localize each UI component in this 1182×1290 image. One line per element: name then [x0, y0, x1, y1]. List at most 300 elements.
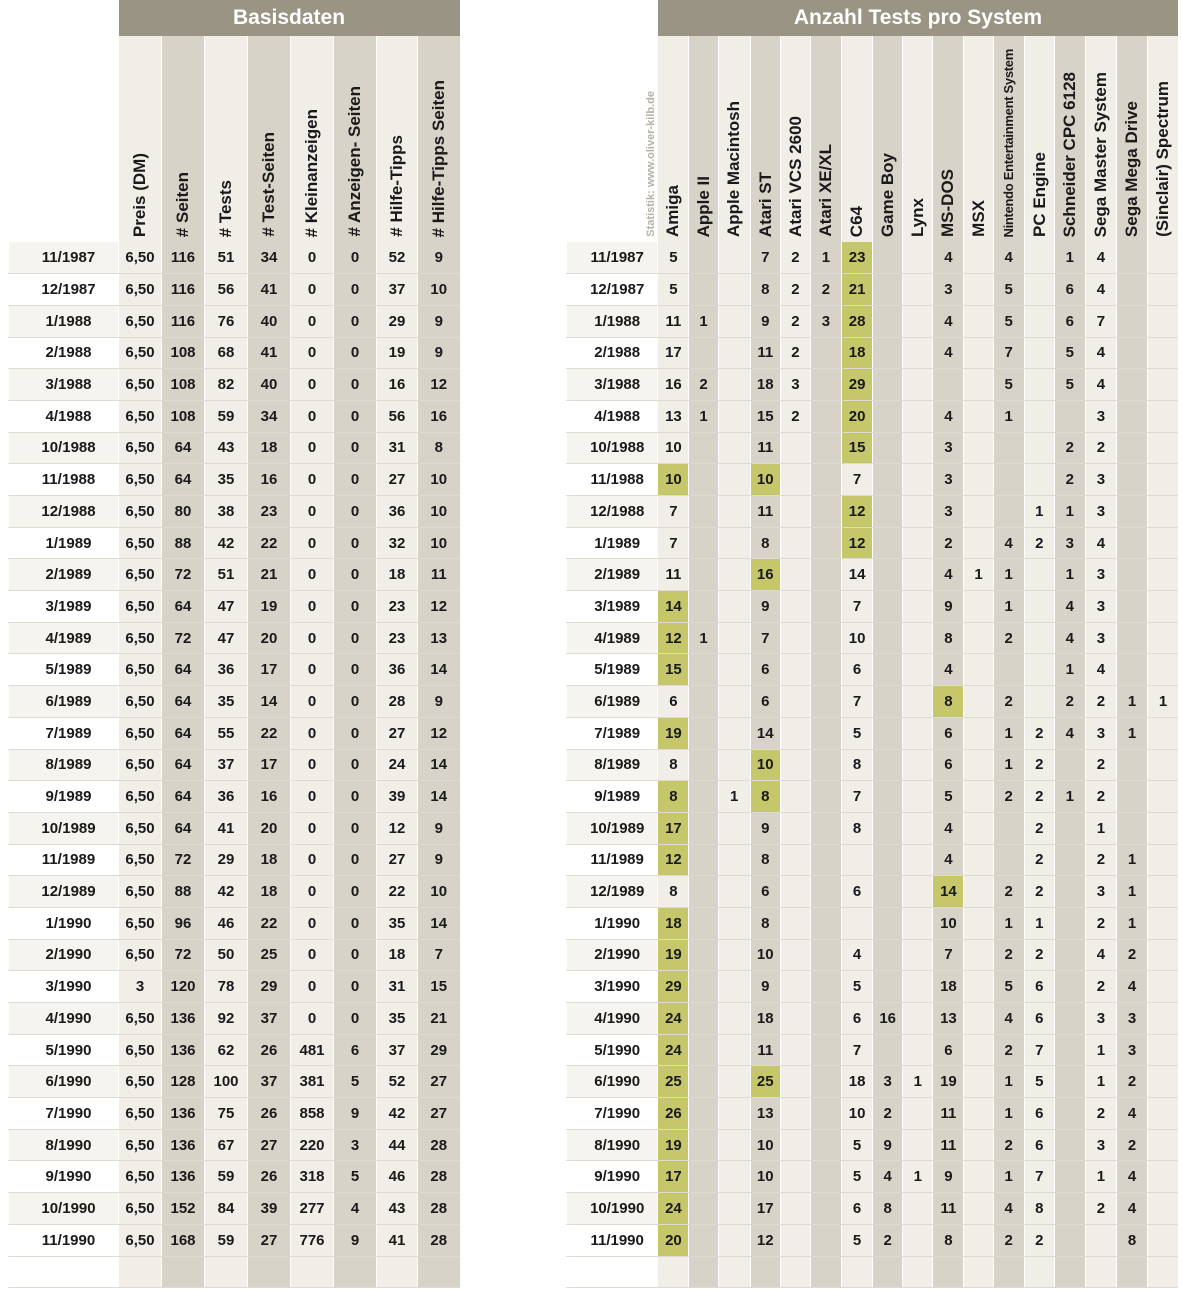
table-cell: [1148, 559, 1178, 591]
table-cell: 0: [334, 971, 377, 1003]
table-cell: 29: [205, 844, 248, 876]
system-col-header-atari-st: Atari ST: [750, 36, 780, 242]
table-cell: [1054, 400, 1085, 432]
table-cell: 19: [377, 337, 418, 369]
table-cell: [718, 654, 750, 686]
table-cell: [903, 464, 933, 496]
table-cell: [873, 242, 903, 274]
table-cell: [1148, 907, 1178, 939]
table-cell: 4: [933, 242, 964, 274]
table-cell: 6,50: [119, 1224, 162, 1256]
table-cell: 34: [248, 242, 291, 274]
table-row: [9, 622, 460, 654]
table-cell: 47: [205, 622, 248, 654]
row-date: 3/1990: [567, 971, 658, 1003]
table-cell: 6,50: [119, 527, 162, 559]
table-cell: 2: [780, 337, 810, 369]
table-cell: 6,50: [119, 496, 162, 528]
highlighted-cell: 21: [842, 274, 873, 306]
table-cell: [1054, 749, 1085, 781]
table-cell: [873, 844, 903, 876]
table-cell: 0: [334, 305, 377, 337]
table-cell: 2: [993, 781, 1024, 813]
table-cell: 6,50: [119, 591, 162, 623]
table-cell: [1024, 305, 1054, 337]
table-cell: [810, 1034, 841, 1066]
highlighted-cell: 18: [658, 907, 689, 939]
row-date: 3/1989: [9, 591, 119, 623]
table-cell: 0: [291, 527, 334, 559]
table-cell: 0: [334, 527, 377, 559]
table-cell: [1148, 781, 1178, 813]
table-cell: 56: [377, 400, 418, 432]
highlighted-cell: 15: [842, 432, 873, 464]
table-cell: 4: [933, 559, 964, 591]
table-cell: [718, 971, 750, 1003]
table-cell: 20: [248, 812, 291, 844]
row-date: 11/1989: [9, 844, 119, 876]
table-cell: 11: [418, 559, 460, 591]
table-cell: 4: [993, 1193, 1024, 1225]
table-cell: 10: [750, 1129, 780, 1161]
table-cell: [842, 907, 873, 939]
table-cell: [1148, 1066, 1178, 1098]
table-cell: 9: [750, 971, 780, 1003]
table-cell: 858: [291, 1098, 334, 1130]
table-cell: [993, 654, 1024, 686]
table-cell: 44: [377, 1129, 418, 1161]
highlighted-cell: 15: [658, 654, 689, 686]
table-cell: 35: [377, 907, 418, 939]
table-cell: [1054, 876, 1085, 908]
table-cell: [903, 559, 933, 591]
table-cell: 37: [248, 1003, 291, 1035]
table-cell: 4: [1085, 242, 1116, 274]
table-cell: 5: [334, 1066, 377, 1098]
table-cell: 2: [1085, 781, 1116, 813]
table-cell: 26: [248, 1098, 291, 1130]
table-cell: [718, 559, 750, 591]
system-col-header-c64: C64: [842, 36, 873, 242]
row-date: 2/1988: [9, 337, 119, 369]
table-cell: 75: [205, 1098, 248, 1130]
table-cell: 3: [1085, 717, 1116, 749]
system-col-header-ms-dos: MS-DOS: [933, 36, 964, 242]
table-cell: 0: [334, 654, 377, 686]
left-col-header-hilfe-tipps-seiten: # Hilfe-Tipps Seiten: [418, 36, 460, 242]
table-cell: 6: [933, 1034, 964, 1066]
table-cell: 128: [162, 1066, 205, 1098]
table-cell: 6,50: [119, 432, 162, 464]
table-row: [567, 527, 1179, 559]
table-cell: 35: [205, 686, 248, 718]
table-cell: 64: [162, 464, 205, 496]
table-cell: [1148, 1161, 1178, 1193]
table-cell: 4: [1117, 1161, 1148, 1193]
table-cell: [1148, 369, 1178, 401]
row-date: 5/1989: [567, 654, 658, 686]
table-cell: 64: [162, 591, 205, 623]
table-cell: [718, 432, 750, 464]
table-cell: [780, 591, 810, 623]
table-cell: 72: [162, 622, 205, 654]
table-cell: 3: [1085, 1129, 1116, 1161]
table-cell: 1: [964, 559, 993, 591]
table-cell: 55: [205, 717, 248, 749]
table-cell: [718, 337, 750, 369]
table-cell: 1: [1054, 559, 1085, 591]
table-cell: [780, 527, 810, 559]
table-cell: [993, 464, 1024, 496]
row-date: 7/1990: [9, 1098, 119, 1130]
table-cell: 46: [377, 1161, 418, 1193]
table-cell: [1054, 939, 1085, 971]
row-date: 1/1988: [567, 305, 658, 337]
left-col-header-tests: # Tests: [205, 36, 248, 242]
table-cell: 18: [248, 844, 291, 876]
table-cell: 3: [334, 1129, 377, 1161]
table-cell: 28: [418, 1161, 460, 1193]
table-cell: [1117, 622, 1148, 654]
table-cell: 1: [993, 907, 1024, 939]
table-cell: 0: [334, 844, 377, 876]
table-cell: 17: [658, 337, 689, 369]
table-cell: [903, 496, 933, 528]
table-row: [9, 432, 460, 464]
row-date: 4/1990: [9, 1003, 119, 1035]
row-date: 10/1989: [567, 812, 658, 844]
table-cell: [964, 1034, 993, 1066]
table-cell: 10: [418, 464, 460, 496]
table-cell: 1: [993, 1098, 1024, 1130]
table-cell: [873, 432, 903, 464]
table-cell: 2: [780, 242, 810, 274]
table-cell: 6,50: [119, 1003, 162, 1035]
table-cell: 4: [993, 1003, 1024, 1035]
table-row: [9, 305, 460, 337]
table-cell: [718, 907, 750, 939]
system-col-header-nintendo-entertainment-system: Nintendo Entertainment System: [993, 36, 1024, 242]
tests-per-system-title: Anzahl Tests pro System: [658, 0, 1178, 36]
table-cell: 21: [248, 559, 291, 591]
table-cell: 1: [689, 305, 718, 337]
table-cell: 7: [842, 1034, 873, 1066]
table-cell: 11: [750, 1034, 780, 1066]
table-cell: 1: [993, 559, 1024, 591]
table-cell: 18: [750, 369, 780, 401]
row-date: 5/1990: [9, 1034, 119, 1066]
table-cell: 26: [248, 1161, 291, 1193]
highlighted-cell: 19: [658, 717, 689, 749]
table-cell: [903, 527, 933, 559]
table-footer-row: [9, 1256, 460, 1288]
table-cell: 10: [418, 876, 460, 908]
row-date: 4/1989: [567, 622, 658, 654]
table-cell: [873, 559, 903, 591]
table-cell: 64: [162, 432, 205, 464]
table-cell: [780, 654, 810, 686]
table-cell: [964, 1003, 993, 1035]
table-cell: 24: [377, 749, 418, 781]
table-row: [567, 591, 1179, 623]
row-date: 2/1988: [567, 337, 658, 369]
table-cell: 4: [873, 1161, 903, 1193]
table-cell: 38: [205, 496, 248, 528]
table-cell: 2: [1085, 686, 1116, 718]
table-cell: [964, 274, 993, 306]
table-row: [567, 400, 1179, 432]
table-cell: 0: [334, 274, 377, 306]
table-cell: 2: [993, 686, 1024, 718]
table-row: [567, 1224, 1179, 1256]
table-cell: 6,50: [119, 781, 162, 813]
table-cell: 34: [248, 400, 291, 432]
table-cell: 3: [780, 369, 810, 401]
table-cell: 3: [1085, 464, 1116, 496]
table-cell: [689, 591, 718, 623]
table-row: [567, 749, 1179, 781]
table-cell: 4: [334, 1193, 377, 1225]
row-date: 8/1989: [567, 749, 658, 781]
highlighted-cell: 19: [658, 939, 689, 971]
table-cell: [718, 876, 750, 908]
table-cell: [964, 591, 993, 623]
table-footer-row: [567, 1256, 1179, 1288]
table-cell: 0: [291, 971, 334, 1003]
table-cell: 28: [418, 1193, 460, 1225]
table-cell: [842, 844, 873, 876]
table-cell: 43: [205, 432, 248, 464]
table-cell: [903, 1003, 933, 1035]
table-cell: [810, 559, 841, 591]
highlighted-cell: 12: [842, 496, 873, 528]
table-cell: 4: [933, 400, 964, 432]
row-date: 3/1989: [567, 591, 658, 623]
table-cell: [780, 559, 810, 591]
table-cell: [810, 812, 841, 844]
table-cell: 6: [750, 654, 780, 686]
table-cell: 152: [162, 1193, 205, 1225]
table-cell: [689, 844, 718, 876]
table-cell: [718, 591, 750, 623]
table-cell: [1117, 242, 1148, 274]
table-cell: [1148, 274, 1178, 306]
left-col-header-kleinanzeigen: # Kleinanzeigen: [291, 36, 334, 242]
table-cell: 19: [248, 591, 291, 623]
table-cell: [1024, 242, 1054, 274]
table-cell: 11: [658, 559, 689, 591]
table-cell: 5: [1054, 337, 1085, 369]
table-cell: 0: [334, 749, 377, 781]
row-date: 11/1987: [9, 242, 119, 274]
table-cell: 14: [418, 907, 460, 939]
row-date: 5/1989: [9, 654, 119, 686]
highlighted-cell: 17: [658, 1161, 689, 1193]
table-cell: 51: [205, 242, 248, 274]
table-cell: [1148, 591, 1178, 623]
table-cell: 0: [291, 812, 334, 844]
table-cell: 32: [377, 527, 418, 559]
table-cell: 2: [1024, 939, 1054, 971]
table-cell: [689, 1098, 718, 1130]
table-cell: [810, 400, 841, 432]
table-cell: 4: [1117, 1098, 1148, 1130]
table-cell: 108: [162, 337, 205, 369]
table-cell: [689, 686, 718, 718]
highlighted-cell: 8: [658, 781, 689, 813]
table-cell: 6,50: [119, 907, 162, 939]
table-cell: 35: [205, 464, 248, 496]
table-cell: [964, 717, 993, 749]
table-cell: 37: [248, 1066, 291, 1098]
table-cell: [903, 1129, 933, 1161]
table-cell: [873, 496, 903, 528]
table-row: [9, 812, 460, 844]
table-cell: 6,50: [119, 654, 162, 686]
table-cell: [689, 654, 718, 686]
table-cell: 8: [933, 1224, 964, 1256]
table-cell: [903, 432, 933, 464]
table-cell: 80: [162, 496, 205, 528]
table-cell: 2: [1117, 1066, 1148, 1098]
table-cell: 31: [377, 432, 418, 464]
table-cell: [1148, 1193, 1178, 1225]
table-cell: 3: [1117, 1034, 1148, 1066]
highlighted-cell: 10: [658, 464, 689, 496]
table-cell: [689, 242, 718, 274]
table-cell: 220: [291, 1129, 334, 1161]
table-row: [9, 717, 460, 749]
table-cell: 40: [248, 369, 291, 401]
table-cell: 26: [248, 1034, 291, 1066]
table-cell: [1117, 274, 1148, 306]
table-cell: 108: [162, 369, 205, 401]
table-cell: 2: [873, 1098, 903, 1130]
highlighted-cell: 10: [750, 464, 780, 496]
table-cell: 11: [750, 337, 780, 369]
table-cell: [780, 971, 810, 1003]
table-row: [9, 337, 460, 369]
table-cell: [964, 844, 993, 876]
table-cell: 0: [291, 844, 334, 876]
table-cell: [993, 496, 1024, 528]
table-cell: [1148, 337, 1178, 369]
table-row: [9, 559, 460, 591]
table-cell: [964, 654, 993, 686]
row-date: 6/1989: [567, 686, 658, 718]
table-cell: [718, 1066, 750, 1098]
table-cell: 11: [933, 1129, 964, 1161]
table-cell: 16: [248, 464, 291, 496]
table-cell: 6: [750, 876, 780, 908]
table-cell: 0: [291, 907, 334, 939]
table-cell: [780, 496, 810, 528]
table-cell: 42: [205, 876, 248, 908]
row-date: 11/1987: [567, 242, 658, 274]
table-cell: 7: [750, 622, 780, 654]
table-cell: 6: [334, 1034, 377, 1066]
table-cell: 92: [205, 1003, 248, 1035]
system-col-header-schneider-cpc-6128: Schneider CPC 6128: [1054, 36, 1085, 242]
row-date: 4/1989: [9, 622, 119, 654]
table-cell: 64: [162, 686, 205, 718]
row-date: 4/1988: [567, 400, 658, 432]
table-cell: [1148, 1129, 1178, 1161]
table-cell: 2: [780, 305, 810, 337]
table-cell: 7: [1024, 1034, 1054, 1066]
tests-per-system-table: [566, 0, 1178, 1288]
table-cell: 37: [377, 274, 418, 306]
table-cell: [810, 1224, 841, 1256]
row-date: 2/1990: [9, 939, 119, 971]
table-cell: 4: [1085, 654, 1116, 686]
table-cell: 14: [842, 559, 873, 591]
row-date: 6/1990: [567, 1066, 658, 1098]
table-cell: [1024, 337, 1054, 369]
table-cell: 9: [933, 591, 964, 623]
table-cell: [873, 527, 903, 559]
table-cell: [873, 812, 903, 844]
table-cell: [1117, 749, 1148, 781]
table-cell: [1054, 1098, 1085, 1130]
left-col-header-hilfe-tipps: # Hilfe-Tipps: [377, 36, 418, 242]
table-cell: 2: [1085, 971, 1116, 1003]
row-date: 8/1989: [9, 749, 119, 781]
table-cell: [903, 591, 933, 623]
table-cell: [689, 971, 718, 1003]
table-cell: [718, 496, 750, 528]
table-cell: [1024, 464, 1054, 496]
table-cell: [1148, 812, 1178, 844]
table-cell: 6,50: [119, 464, 162, 496]
table-cell: [873, 686, 903, 718]
highlighted-cell: 24: [658, 1003, 689, 1035]
table-cell: [718, 812, 750, 844]
table-cell: 3: [933, 464, 964, 496]
table-cell: 40: [248, 305, 291, 337]
table-cell: [1148, 527, 1178, 559]
row-date: 6/1990: [9, 1066, 119, 1098]
table-cell: 0: [334, 781, 377, 813]
row-date: 5/1990: [567, 1034, 658, 1066]
table-row: [567, 907, 1179, 939]
table-row: [9, 939, 460, 971]
table-cell: 18: [377, 559, 418, 591]
table-row: [9, 464, 460, 496]
table-cell: [964, 876, 993, 908]
table-cell: 5: [658, 274, 689, 306]
row-date: 12/1989: [567, 876, 658, 908]
table-cell: 6,50: [119, 812, 162, 844]
highlighted-cell: 29: [658, 971, 689, 1003]
table-row: [567, 939, 1179, 971]
table-cell: 10: [933, 907, 964, 939]
table-cell: 2: [780, 400, 810, 432]
table-cell: 1: [1054, 654, 1085, 686]
table-cell: 0: [334, 876, 377, 908]
table-cell: 4: [933, 305, 964, 337]
table-cell: [1024, 686, 1054, 718]
table-cell: [1148, 496, 1178, 528]
table-row: [9, 971, 460, 1003]
table-row: [9, 1034, 460, 1066]
table-cell: 5: [842, 717, 873, 749]
table-row: [9, 1098, 460, 1130]
table-cell: [718, 1098, 750, 1130]
table-cell: [810, 337, 841, 369]
highlighted-cell: 17: [658, 812, 689, 844]
table-cell: 8: [842, 812, 873, 844]
